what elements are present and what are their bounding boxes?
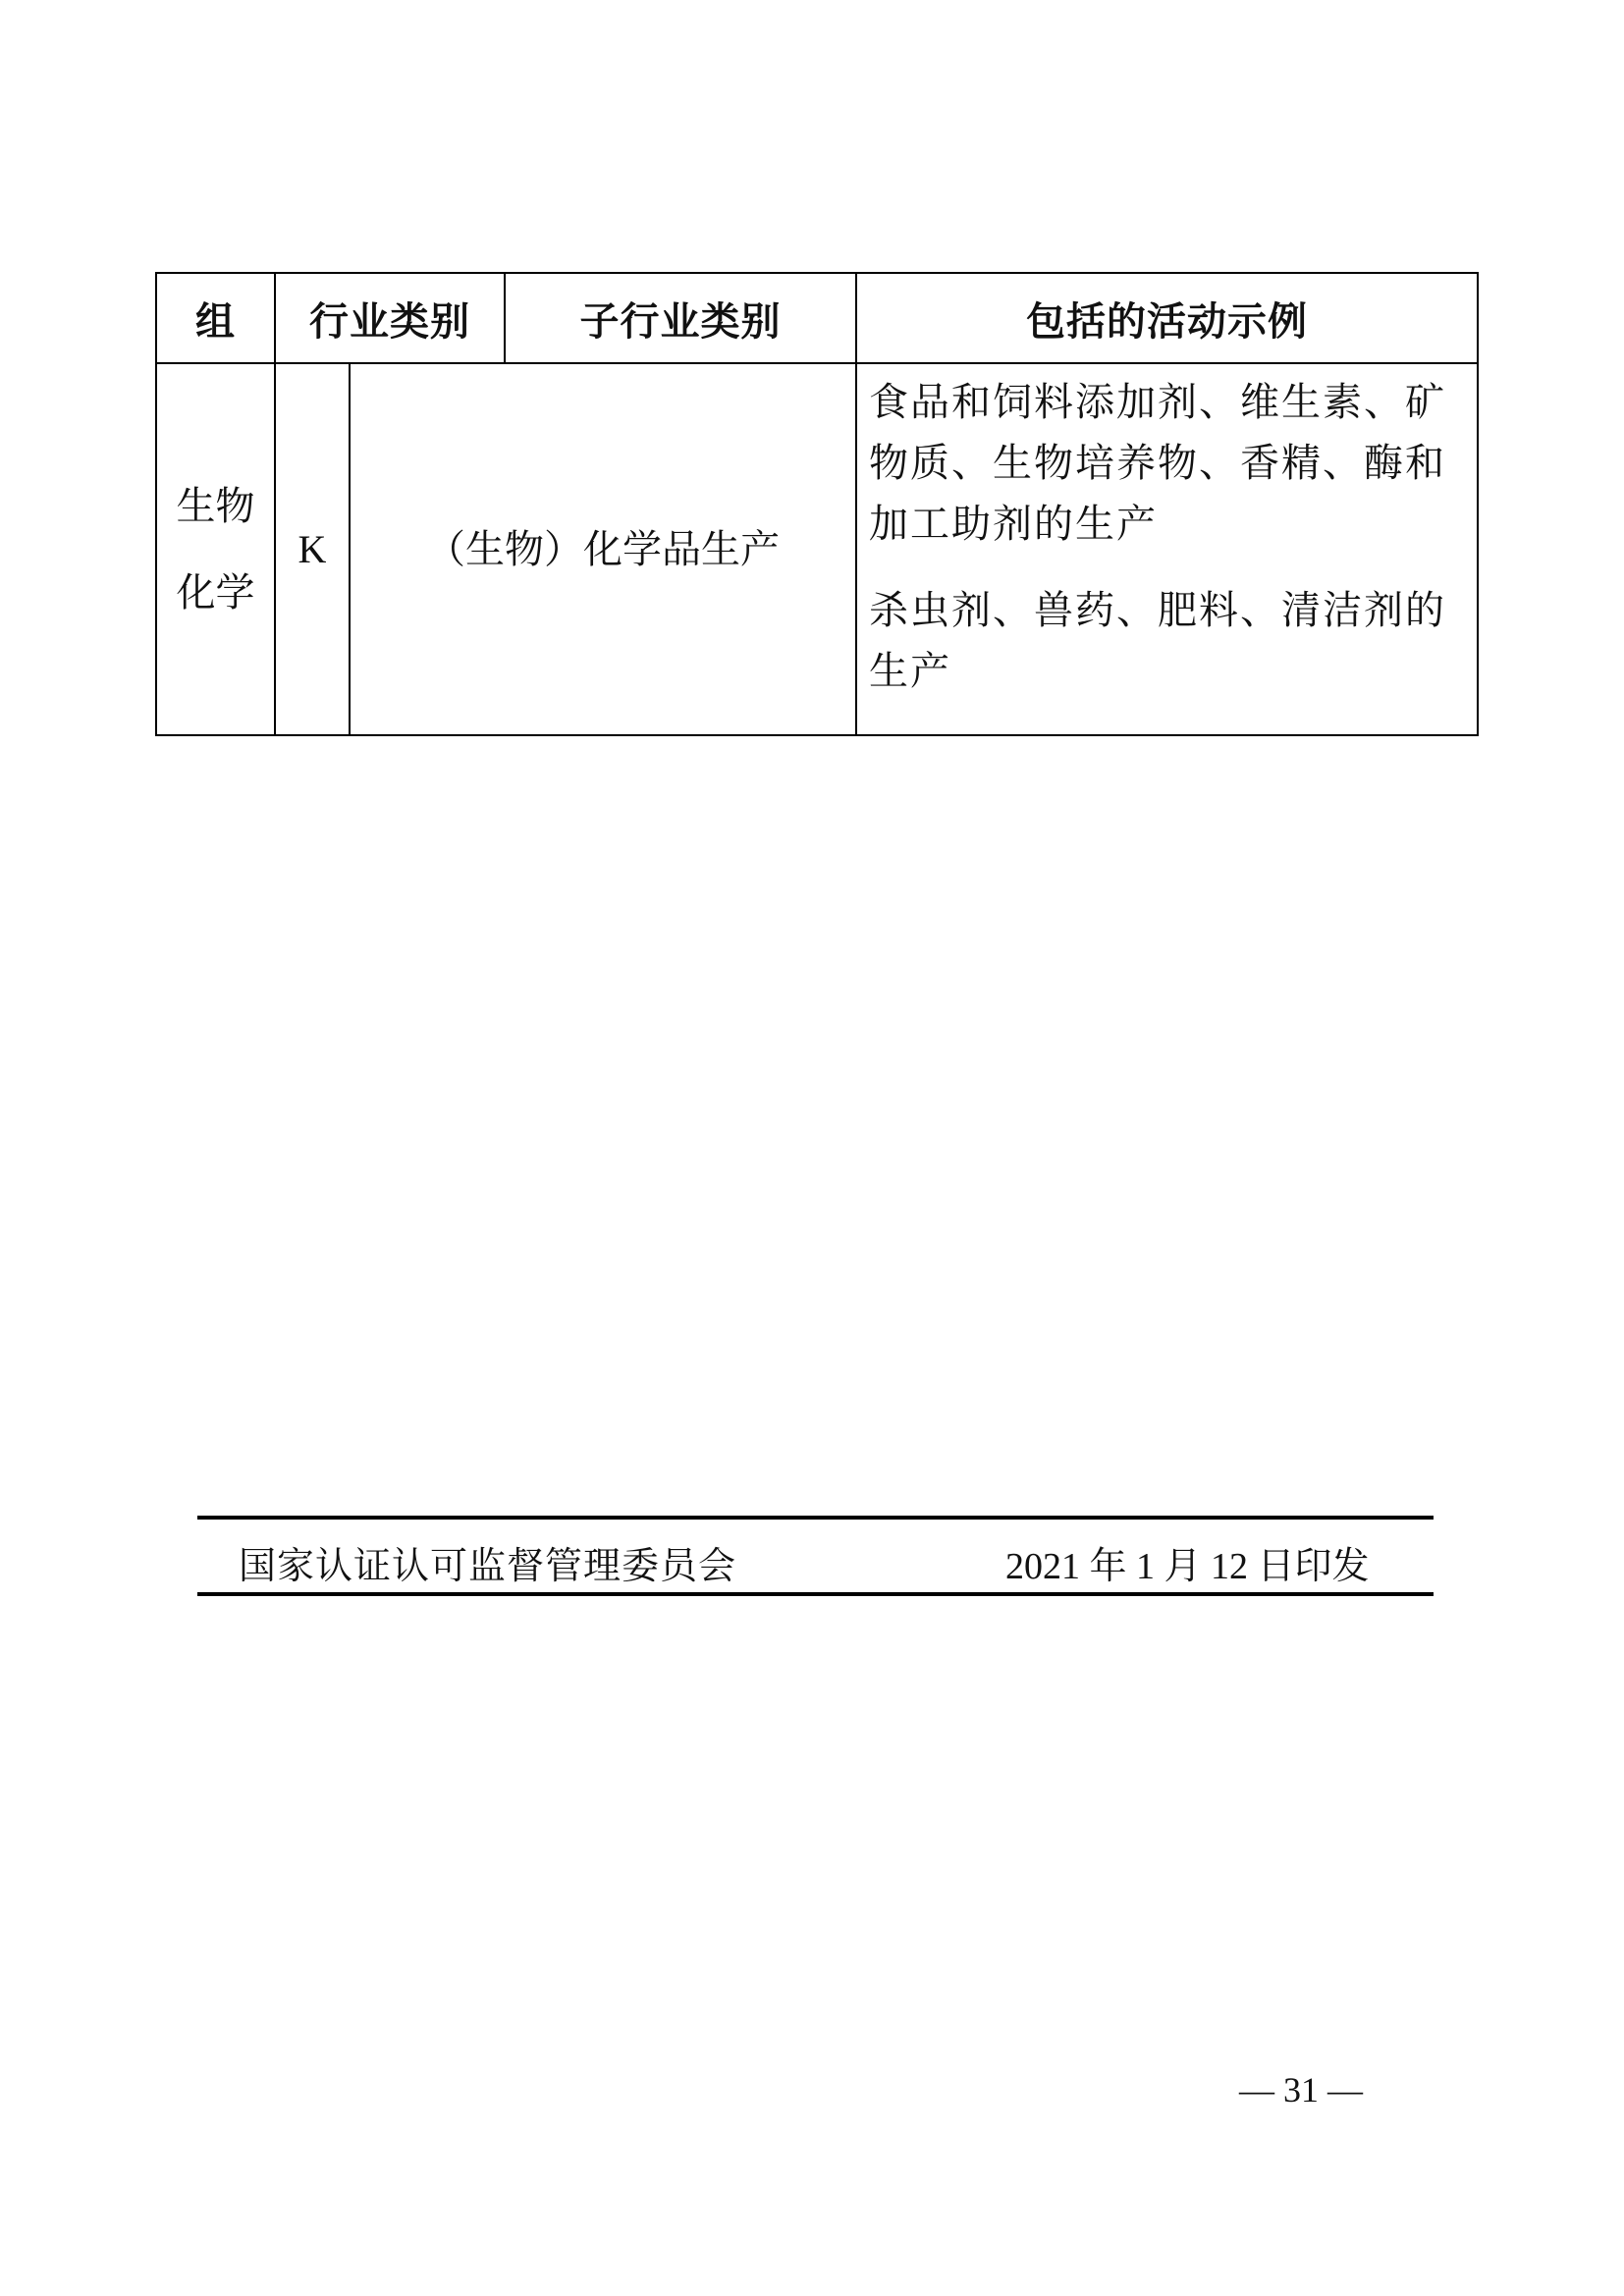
cell-sub-industry: （生物）化学品生产 <box>426 526 780 572</box>
group-line-2: 化学 <box>176 569 255 615</box>
footer-date: 2021 年 1 月 12 日印发 <box>1005 1546 1370 1587</box>
cell-activities <box>857 364 1477 734</box>
activity-item: 食品和饲料添加剂、维生素、矿物质、生物培养物、香精、酶和加工助剂的生产 <box>869 380 1446 547</box>
group-line-1: 生物 <box>176 483 255 529</box>
classification-table <box>155 272 1479 736</box>
activity-item: 杀虫剂、兽药、肥料、清洁剂的生产 <box>869 588 1446 694</box>
column-divider <box>504 274 506 362</box>
header-group: 组 <box>195 298 236 345</box>
footer-issuer: 国家认证认可监督管理委员会 <box>239 1546 737 1587</box>
footer-rule-bottom <box>197 1592 1434 1596</box>
cell-group <box>157 364 274 734</box>
cell-industry-code: K <box>298 526 327 571</box>
page-number: — 31 — <box>1239 2070 1363 2109</box>
footer-rule-top <box>197 1516 1434 1520</box>
header-activities: 包括的活动示例 <box>1026 298 1308 345</box>
header-industry: 行业类别 <box>309 298 470 345</box>
header-sub-industry: 子行业类别 <box>579 298 782 345</box>
